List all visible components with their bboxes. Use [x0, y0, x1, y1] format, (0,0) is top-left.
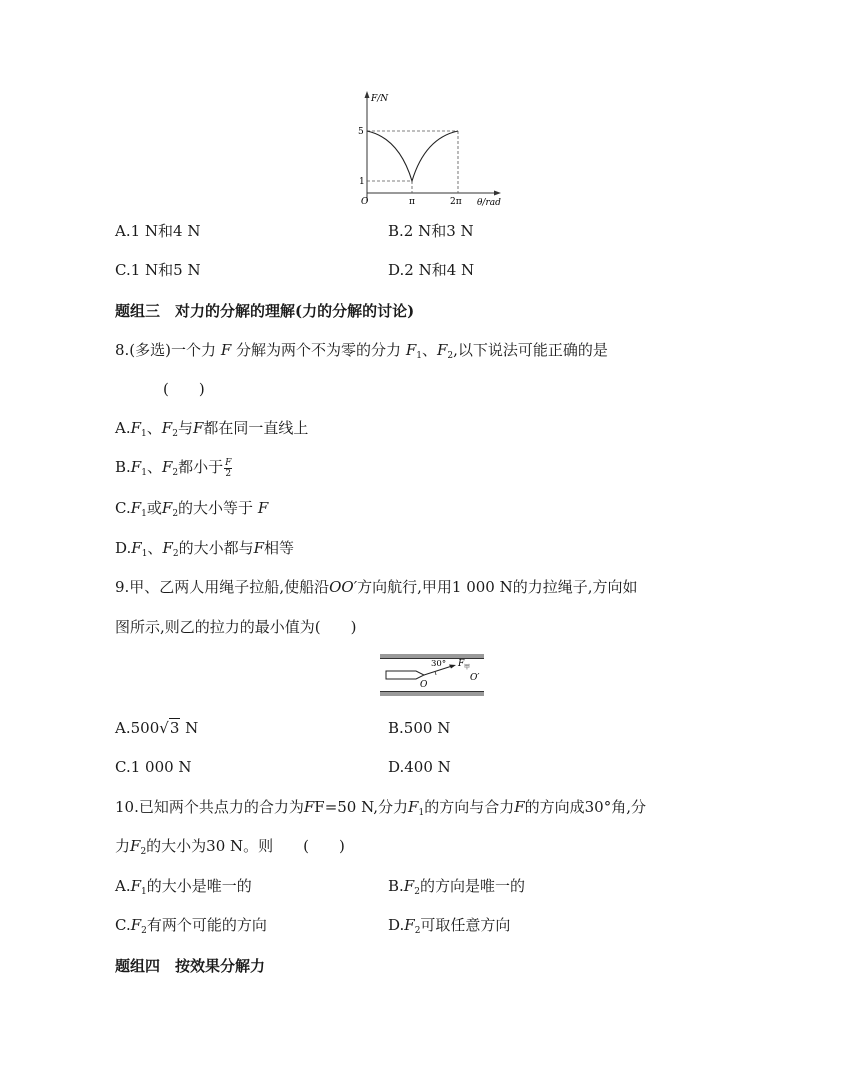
q8-option-a: $A.F_1$、$F_2$与F都在同一直线上 — [115, 419, 309, 439]
q8-stem-f1: F — [405, 341, 417, 359]
q8-fraction: $\frac{F}{2}$ — [225, 457, 232, 479]
q8-stem-sep: 、 — [421, 341, 437, 359]
q8-stem-f2: F — [436, 341, 448, 359]
boat — [386, 671, 424, 679]
x-tick-2pi: 2π — [450, 197, 462, 207]
q10-stem-line1: 10.已知两个共点力的合力为FF=50 N,分力$F_1$的方向与合力F的方向成30°角,分 — [115, 798, 646, 818]
section-4-title: 题组四 按效果分解力 — [115, 957, 266, 975]
fig-angle-label: 30° — [431, 659, 447, 669]
fig-o-prime-label: O′ — [470, 673, 480, 683]
force-curve — [367, 131, 458, 181]
force-angle-graph — [355, 88, 505, 210]
q10-line1-eq: F=50 N,分力 — [314, 798, 409, 816]
q9-option-d: D.400 N — [388, 758, 451, 776]
q10-option-c: $C.F_2$有两个可能的方向 — [115, 916, 267, 936]
y-axis-arrow — [365, 91, 370, 98]
q9-option-a: A.500√3 N — [115, 719, 199, 737]
q9-stem-line1 — [115, 577, 637, 597]
q10-line2-pre: 力 — [115, 837, 131, 855]
q9-line1-pre: 9.甲、乙两人用绳子拉船,使船沿 — [115, 578, 330, 596]
q10-option-d: $D.F_2$可取任意方向 — [388, 916, 511, 936]
q8-option-b: $B.F_1$、$F_2$都小于 $\frac{F}{2}$ — [115, 457, 232, 479]
q8-option-c: $C.F_1$或$F_2$的大小等于 F — [115, 499, 269, 519]
x-tick-pi: π — [409, 197, 415, 207]
fig-o-label: O — [420, 680, 428, 690]
q8-stem-f2-sub: 2 — [447, 351, 454, 361]
q10-line1-pre: 10.已知两个共点力的合力为 — [115, 798, 304, 816]
q9-a-unit: N — [180, 719, 199, 737]
origin-label: O — [361, 197, 369, 207]
q8-stem-mid: 分解为两个不为零的分力 — [236, 341, 402, 359]
q8-stem-f1-sub: 1 — [416, 351, 422, 361]
section-3-title: 题组三 对力的分解的理解(力的分解的讨论) — [115, 302, 415, 320]
x-axis-label: θ/rad — [477, 198, 501, 208]
q9-stem-line2: 图所示,则乙的拉力的最小值为( ) — [115, 618, 357, 636]
q10-line2-post: 的大小为30 N。则 ( ) — [146, 837, 345, 855]
q8-stem-post: ,以下说法可能正确的是 — [453, 341, 608, 359]
q10-stem-line2: 力$F_2$的大小为30 N。则 ( ) — [115, 837, 345, 857]
q8-option-d: $D.F_1$、$F_2$的大小都与F相等 — [115, 539, 295, 559]
q8-stem-pre: 8.(多选)一个力 — [115, 341, 217, 359]
q10-option-b: $B.F_2$的方向是唯一的 — [388, 877, 525, 897]
angle-arc — [435, 672, 436, 676]
q10-line1-mid: 的方向与合力 — [424, 798, 515, 816]
q7-option-d: D.2 N和4 N — [388, 261, 475, 279]
q9-a-sqrt: √3 — [159, 719, 180, 737]
q8-stem-f: F — [220, 341, 232, 359]
q7-option-b: B.2 N和3 N — [388, 222, 474, 240]
fig-force-label: F — [458, 659, 465, 669]
q7-option-a: A.1 N和4 N — [115, 222, 201, 240]
x-axis-arrow — [494, 191, 501, 196]
q8-answer-paren: ( ) — [163, 380, 205, 398]
q9-option-c: C.1 000 N — [115, 758, 192, 776]
q8-stem — [115, 340, 608, 360]
q7-option-c: C.1 N和5 N — [115, 261, 201, 279]
y-axis-label: F/N — [371, 94, 389, 104]
q9-line1-post: 方向航行,甲用1 000 N的力拉绳子,方向如 — [357, 578, 638, 596]
q9-oo-label: OO′ — [329, 578, 358, 596]
q10-option-a: $A.F_1$的大小是唯一的 — [115, 877, 252, 897]
rope-arrow — [449, 665, 456, 669]
q9-option-b: B.500 N — [388, 719, 451, 737]
bank-bottom-hatch — [380, 692, 484, 696]
boat-figure — [378, 652, 488, 698]
y-tick-1: 1 — [359, 177, 365, 187]
q9-a-number: 500 — [130, 719, 160, 737]
fig-force-sub: 甲 — [464, 664, 471, 671]
q10-line1-post: 的方向成30°角,分 — [524, 798, 646, 816]
y-tick-5: 5 — [358, 127, 364, 137]
bank-top-hatch — [380, 654, 484, 658]
